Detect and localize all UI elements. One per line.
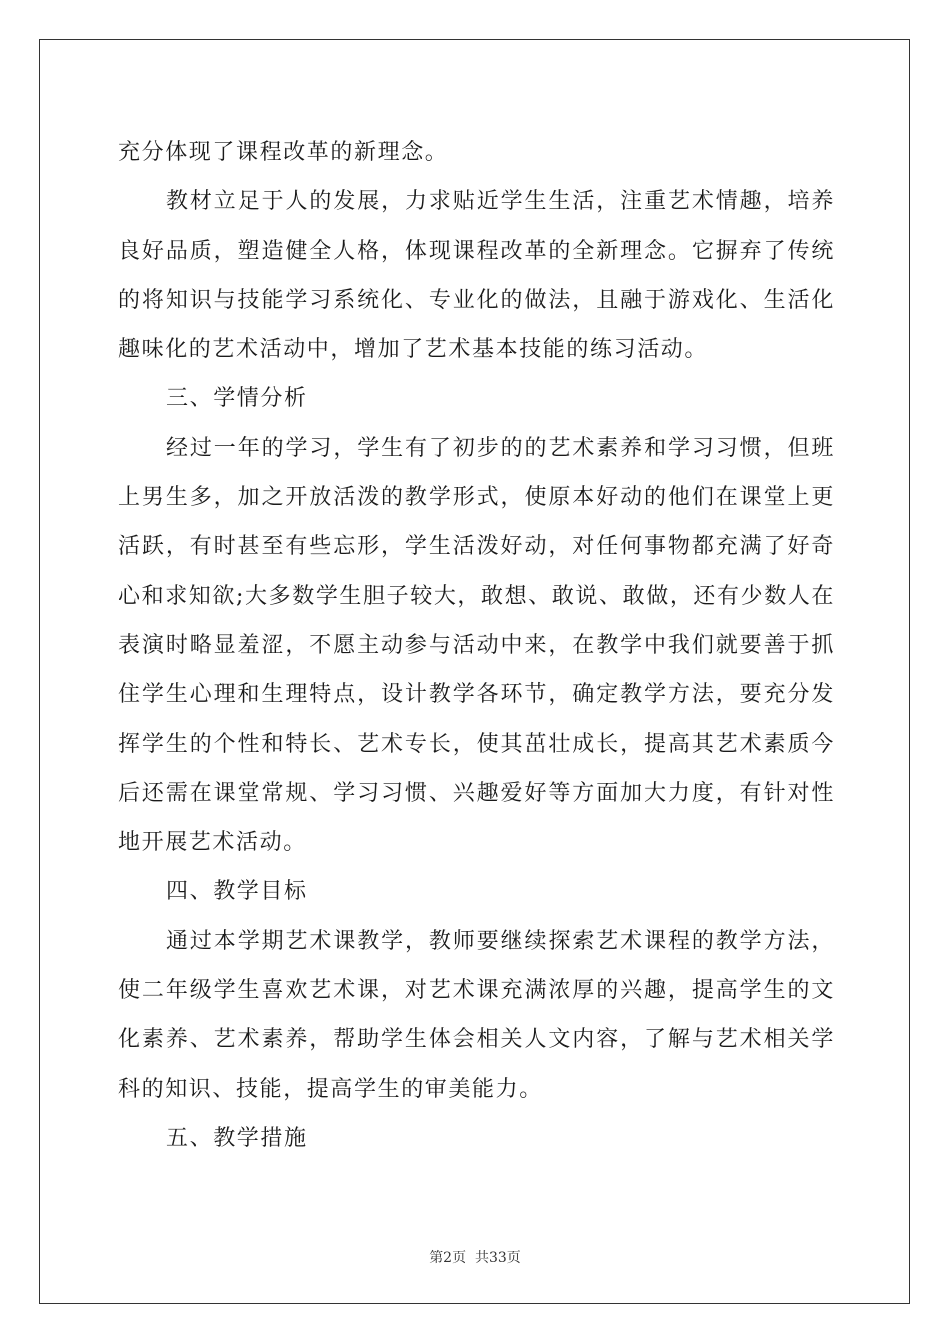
section-heading-analysis: 三、学情分析 <box>166 386 308 412</box>
paragraph-textbook: 教材立足于人的发展，力求贴近学生生活，注重艺术情趣，培养良好品质，塑造健全人格，体现课程改革的全新理念。它摒弃了传统的将知识与技能学习系统化、专业化的做法，且融于游戏化、生活化趣味化的艺术活动中，增加了艺术基本技能的练习活动。 <box>118 189 835 363</box>
page-number-footer: 第2页 共33页 <box>429 1250 521 1266</box>
paragraph-analysis: 经过一年的学习，学生有了初步的的艺术素养和学习习惯，但班上男生多，加之开放活泼的教学形式，使原本好动的他们在课堂上更活跃，有时甚至有些忘形，学生活泼好动，对任何事物都充满了好奇心和求知欲;大多数学生胆子较大，敢想、敢说、敢做，还有少数人在表演时略显羞涩，不愿主动参与活动中来，在教学中我们就要善于抓住学生心理和生理特点，设计教学各环节，确定教学方法，要充分发挥学生的个性和特长、艺术专长，使其茁壮成长，提高其艺术素质今后还需在课堂常规、学习习惯、兴趣爱好等方面加大力度，有针对性地开展艺术活动。 <box>118 435 836 856</box>
section-heading-measures: 五、教学措施 <box>166 1125 308 1151</box>
document-body <box>118 128 835 1163</box>
section-heading-goals: 四、教学目标 <box>166 879 308 905</box>
paragraph-intro-tail: 充分体现了课程改革的新理念。 <box>118 140 449 165</box>
paragraph-goals: 通过本学期艺术课教学，教师要继续探索艺术课程的教学方法，使二年级学生喜欢艺术课，对艺术课充满浓厚的兴趣，提高学生的文化素养、艺术素养，帮助学生体会相关人文内容，了解与艺术相关学科的知识、技能，提高学生的审美能力。 <box>118 928 835 1102</box>
